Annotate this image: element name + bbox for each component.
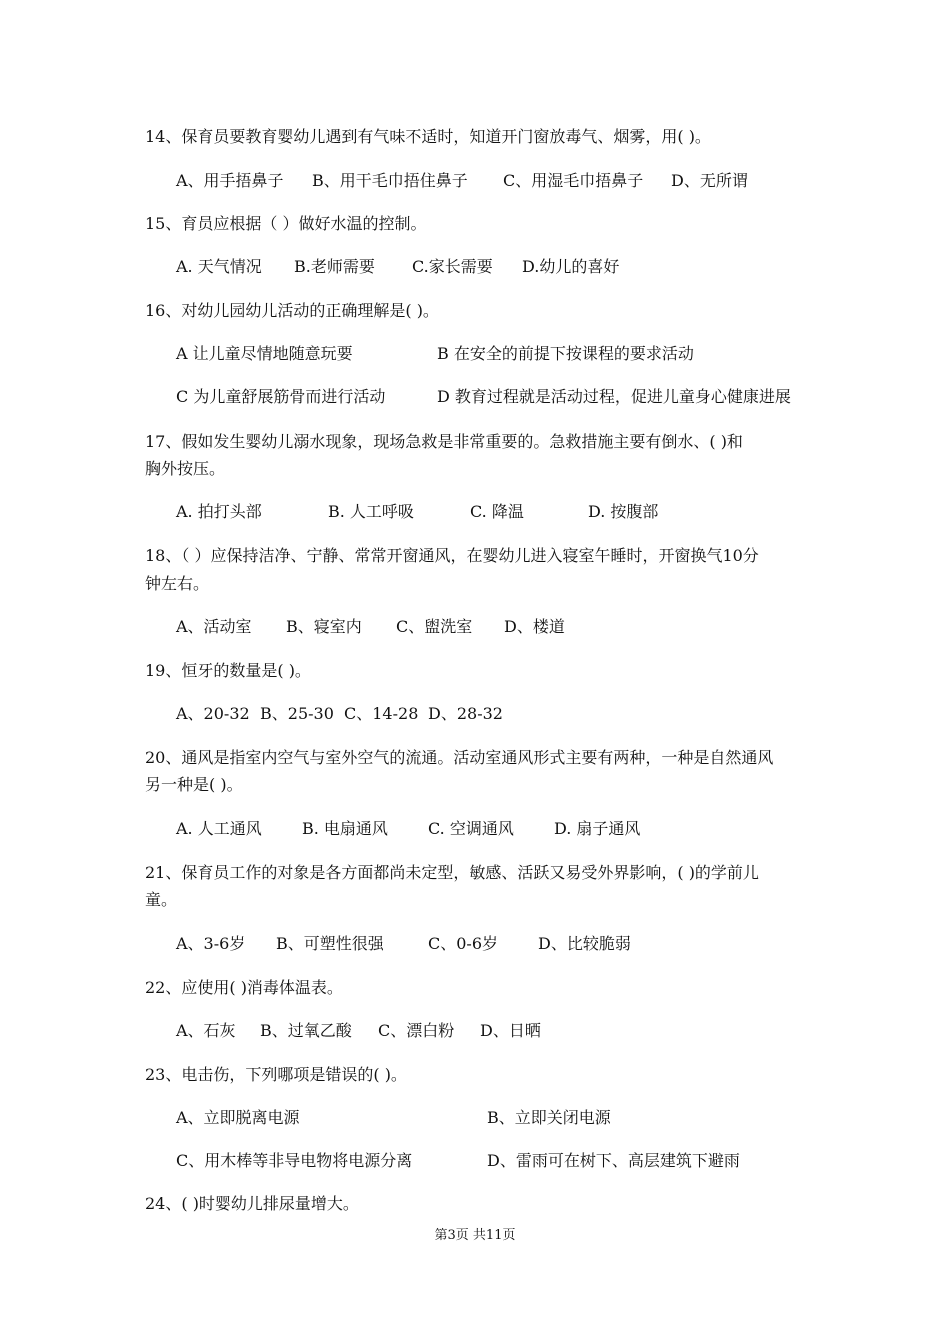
question-22-option-a: A、石灰 — [176, 1021, 236, 1040]
question-14-text: 14、保育员要教育婴幼儿遇到有气味不适时，知道开门窗放毒气、烟雾，用( )。 — [145, 127, 711, 146]
question-18-text-line-2: 钟左右。 — [145, 574, 210, 593]
question-23-option-c: C、用木棒等非导电物将电源分离 — [176, 1151, 413, 1170]
question-17-option-d: D. 按腹部 — [588, 502, 659, 521]
question-24-text: 24、( )时婴幼儿排尿量增大。 — [145, 1194, 359, 1213]
question-15-option-a: A. 天气情况 — [176, 257, 262, 276]
question-17-text-line-1: 17、假如发生婴幼儿溺水现象，现场急救是非常重要的。急救措施主要有倒水、( )和 — [145, 432, 743, 451]
question-16-text: 16、对幼儿园幼儿活动的正确理解是( )。 — [145, 301, 439, 320]
question-17-option-c: C. 降温 — [470, 502, 524, 521]
question-21-option-c: C、0-6岁 — [428, 934, 499, 953]
question-14-option-a: A、用手捂鼻子 — [176, 171, 284, 190]
question-20-option-b: B. 电扇通风 — [302, 819, 388, 838]
question-17-option-b: B. 人工呼吸 — [328, 502, 414, 521]
question-21-option-b: B、可塑性很强 — [276, 934, 384, 953]
question-22-option-d: D、日晒 — [480, 1021, 541, 1040]
question-18-option-a: A、活动室 — [176, 617, 252, 636]
question-21-option-d: D、比较脆弱 — [538, 934, 631, 953]
question-23-option-b: B、立即关闭电源 — [487, 1108, 611, 1127]
question-19-option-c: C、14-28 — [344, 704, 419, 723]
question-19-text: 19、恒牙的数量是( )。 — [145, 661, 311, 680]
question-16-option-d: D 教育过程就是活动过程，促进儿童身心健康进展 — [437, 387, 791, 406]
question-16-option-a: A 让儿童尽情地随意玩要 — [176, 344, 353, 363]
question-18-text-line-1: 18、（ ）应保持洁净、宁静、常常开窗通风，在婴幼儿进入寝室午睡时，开窗换气10分 — [145, 546, 759, 565]
question-17-option-a: A. 拍打头部 — [176, 502, 262, 521]
question-21-text-line-2: 童。 — [145, 890, 178, 909]
question-15-option-d: D.幼儿的喜好 — [522, 257, 620, 276]
question-14-option-c: C、用湿毛巾捂鼻子 — [503, 171, 644, 190]
question-19-option-b: B、25-30 — [260, 704, 334, 723]
question-16-option-c: C 为儿童舒展筋骨而进行活动 — [176, 387, 386, 406]
question-21-option-a: A、3-6岁 — [176, 934, 246, 953]
page-number-footer: 第3页 共11页 — [434, 1228, 516, 1243]
question-19-option-a: A、20-32 — [176, 704, 250, 723]
question-23-option-d: D、雷雨可在树下、高层建筑下避雨 — [487, 1151, 740, 1170]
question-22-option-c: C、漂白粉 — [378, 1021, 455, 1040]
question-23-option-a: A、立即脱离电源 — [176, 1108, 300, 1127]
question-15-text: 15、育员应根据（ ）做好水温的控制。 — [145, 214, 427, 233]
question-19-option-d: D、28-32 — [428, 704, 503, 723]
question-20-option-d: D. 扇子通风 — [554, 819, 641, 838]
question-17-text-line-2: 胸外按压。 — [145, 459, 226, 478]
question-14-option-b: B、用干毛巾捂住鼻子 — [312, 171, 468, 190]
question-14-option-d: D、无所谓 — [671, 171, 748, 190]
question-15-option-b: B.老师需要 — [294, 257, 375, 276]
question-20-text-line-2: 另一种是( )。 — [145, 775, 243, 794]
question-23-text: 23、电击伤，下列哪项是错误的( )。 — [145, 1065, 407, 1084]
question-18-option-b: B、寝室内 — [286, 617, 362, 636]
question-18-option-c: C、盥洗室 — [396, 617, 473, 636]
question-20-option-c: C. 空调通风 — [428, 819, 514, 838]
question-22-option-b: B、过氧乙酸 — [260, 1021, 352, 1040]
question-20-text-line-1: 20、通风是指室内空气与室外空气的流通。活动室通风形式主要有两种，一种是自然通风 — [145, 748, 774, 767]
question-20-option-a: A. 人工通风 — [176, 819, 262, 838]
question-21-text-line-1: 21、保育员工作的对象是各方面都尚未定型，敏感、活跃又易受外界影响，( )的学前儿 — [145, 863, 759, 882]
question-16-option-b: B 在安全的前提下按课程的要求活动 — [437, 344, 694, 363]
question-22-text: 22、应使用( )消毒体温表。 — [145, 978, 343, 997]
question-15-option-c: C.家长需要 — [412, 257, 493, 276]
question-18-option-d: D、楼道 — [504, 617, 565, 636]
